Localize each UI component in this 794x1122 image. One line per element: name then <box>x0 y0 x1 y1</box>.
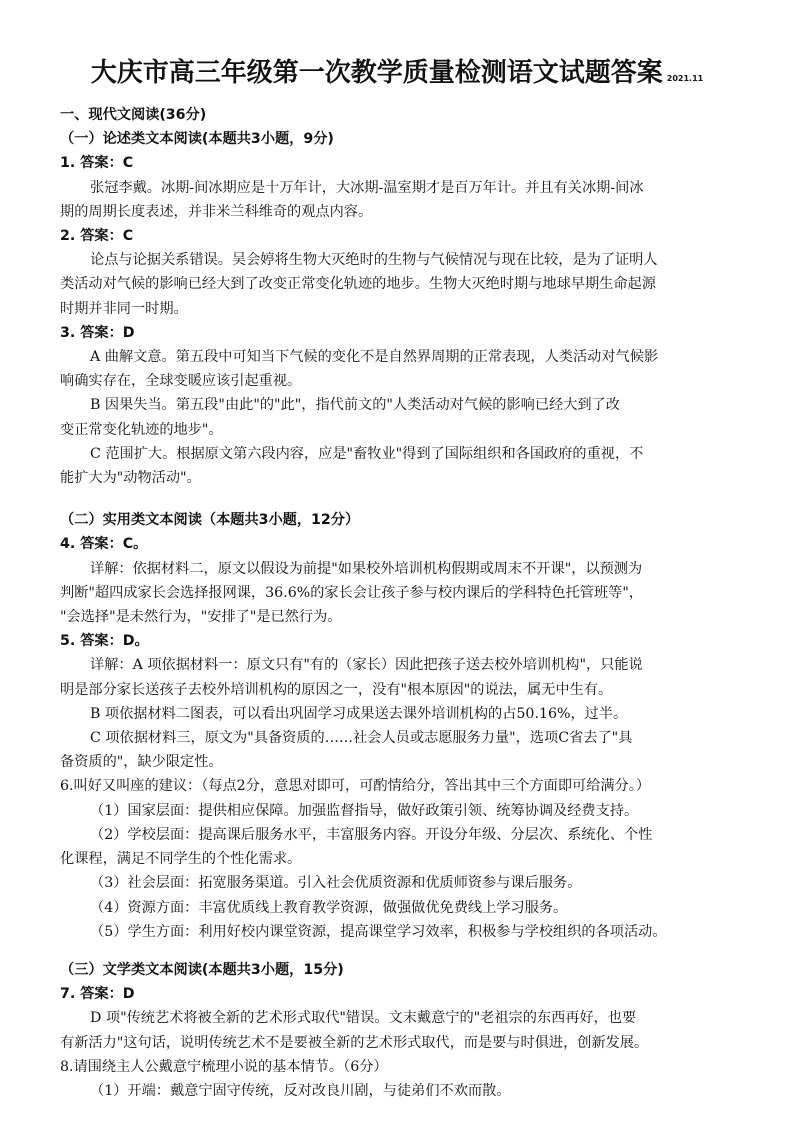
answer-line: 2. 答案：C <box>60 228 134 245</box>
suggestion-line: （4）资源方面：丰富优质线上教育教学资源，做强做优免费线上学习服务。 <box>90 899 568 916</box>
answer-line: 4. 答案：C。 <box>60 536 148 553</box>
subsection-heading: （一）论述类文本阅读(本题共3小题，9分) <box>60 131 334 148</box>
suggestion-line: （1）国家层面：提供相应保障。加强监督指导，做好政策引领、统筹协调及经费支持。 <box>90 802 639 819</box>
answer-line: 3. 答案：D <box>60 324 135 341</box>
explanation-line: D 项"传统艺术将被全新的艺术形式取代"错误。文末戴意宁的"老祖宗的东西再好，也要 <box>90 1010 637 1027</box>
explanation-line: 张冠李戴。冰期-间冰期应是十万年计，大冰期-温室期才是百万年计。并且有关冰期-间冰 <box>90 179 644 196</box>
suggestion-line: （2）学校层面：提高课后服务水平，丰富服务内容。开设分年级、分层次、系统化、个性 <box>90 826 653 843</box>
explanation-line: 判断"超四成家长会选择报网课，36.6%的家长会让孩子参与校内课后的学科特色托管班等"， <box>60 584 644 601</box>
explanation-line: 论点与论据关系错误。吴会婷将生物大灭绝时的生物与气候情况与现在比较，是为了证明人 <box>90 252 658 269</box>
explanation-line: 有新活力"这句话，说明传统艺术不是要被全新的艺术形式取代，而是要与时俱进，创新发展。 <box>60 1034 649 1051</box>
explanation-line: C 范围扩大。根据原文第六段内容，应是"畜牧业"得到了国际组织和各国政府的重视，不 <box>90 445 644 462</box>
suggestion-line: （3）社会层面：拓宽服务渠道。引入社会优质资源和优质师资参与课后服务。 <box>90 875 582 892</box>
title-text: 大庆市高三年级第一次教学质量检测语文试题答案 <box>90 58 663 88</box>
subsection-heading: （三）文学类文本阅读(本题共3小题，15分) <box>60 961 344 978</box>
section-gap <box>60 490 730 508</box>
explanation-line: B 因果失当。第五段"由此"的"此"，指代前文的"人类活动对气候的影响已经大到了改 <box>90 397 620 414</box>
explanation-line: B 项依据材料二图表，可以看出巩固学习成果送去课外培训机构的占50.16%，过半。 <box>90 705 628 722</box>
date-label: 2021.11 <box>666 74 704 83</box>
section-gap <box>60 944 730 958</box>
explanation-line: 能扩大为"动物活动"。 <box>60 470 201 487</box>
question-line: 6.叫好又叫座的建议：（每点2分，意思对即可，可酌情给分，答出其中三个方面即可给满分。） <box>60 778 651 795</box>
suggestion-line: 化课程，满足不同学生的个性化需求。 <box>60 851 302 868</box>
explanation-line: 备资质的"，缺少限定性。 <box>60 754 223 771</box>
page-title <box>0 52 794 89</box>
answer-content <box>60 103 730 1103</box>
plot-line: （1）开端：戴意宁固守传统，反对改良川剧，与徒弟们不欢而散。 <box>90 1082 511 1099</box>
explanation-line: 响确实存在，全球变暖应该引起重视。 <box>60 373 302 390</box>
explanation-line: 变正常变化轨迹的地步"。 <box>60 421 223 438</box>
explanation-line: C 项依据材料三，原文为"具备资质的……社会人员或志愿服务力量"，选项C省去了"具 <box>90 730 633 747</box>
explanation-line: 明是部分家长送孩子去校外培训机构的原因之一，没有"根本原因"的说法，属无中生有。 <box>60 681 613 698</box>
answer-line: 1. 答案：C <box>60 155 134 172</box>
explanation-line: 详解：A 项依据材料一：原文只有"有的（家长）因此把孩子送去校外培训机构"，只能说 <box>90 657 643 674</box>
explanation-line: "会选择"是未然行为，"安排了"是已然行为。 <box>60 609 342 626</box>
question-line: 8.请围绕主人公戴意宁梳理小说的基本情节。（6分） <box>60 1058 388 1075</box>
explanation-line: 期的周期长度表述，并非米兰科维奇的观点内容。 <box>60 203 373 220</box>
suggestion-line: （5）学生方面：利用好校内课堂资源，提高课堂学习效率，积极参与学校组织的各项活动。 <box>90 923 667 940</box>
explanation-line: A 曲解文意。第五段中可知当下气候的变化不是自然界周期的正常表现，人类活动对气候影 <box>90 349 659 366</box>
section-heading: 一、现代文阅读(36分) <box>60 107 207 123</box>
explanation-line: 详解：依据材料二，原文以假设为前提"如果校外培训机构假期或周末不开课"，以预测为 <box>90 560 643 577</box>
explanation-line: 类活动对气候的影响已经大到了改变正常变化轨迹的地步。生物大灭绝时期与地球早期生命起源 <box>60 276 656 293</box>
answer-line: 5. 答案：D。 <box>60 633 149 650</box>
answer-line: 7. 答案：D <box>60 986 135 1003</box>
explanation-line: 时期并非同一时期。 <box>60 300 188 317</box>
subsection-heading: （二）实用类文本阅读（本题共3小题，12分） <box>60 512 360 529</box>
